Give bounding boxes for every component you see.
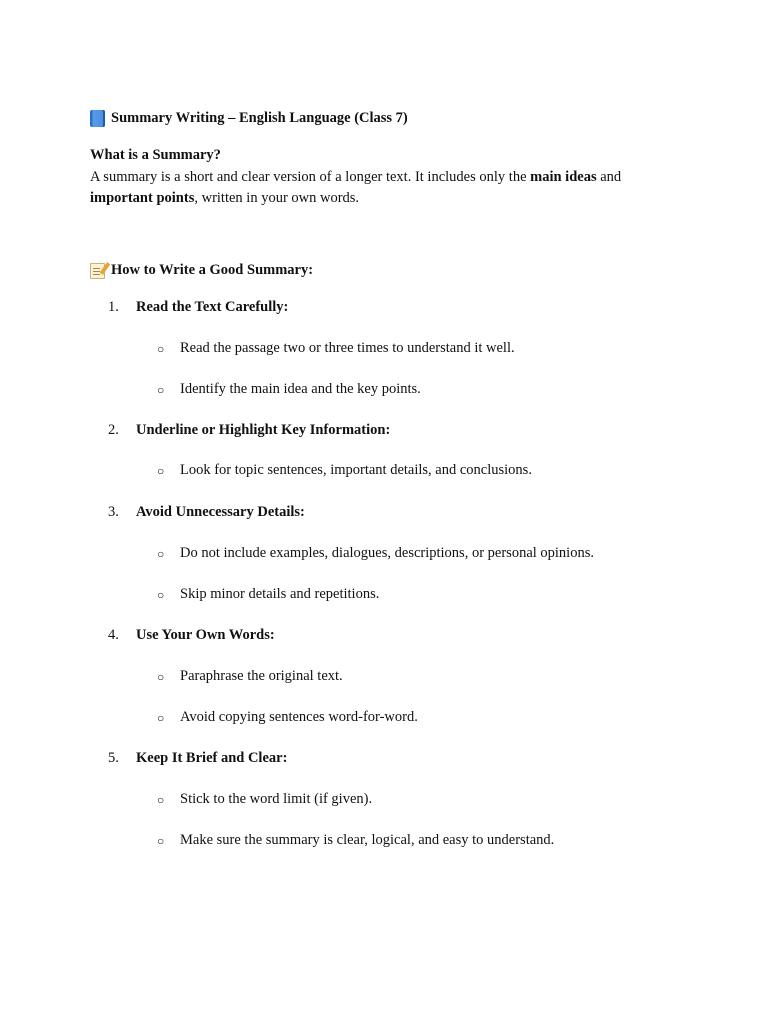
document-title — [90, 110, 408, 127]
list-item-text: Look for topic sentences, important details, and conclusions. — [180, 462, 532, 478]
list-item-text: Avoid copying sentences word-for-word. — [180, 709, 418, 725]
hollow-circle-bullet-icon: ○ — [157, 464, 165, 478]
step-number: 4. — [108, 627, 119, 643]
para-bold-important-points: important points — [90, 190, 195, 206]
list-item-text: Do not include examples, dialogues, descriptions, or personal opinions. — [180, 545, 594, 561]
step-2 — [108, 422, 390, 439]
hollow-circle-bullet-icon: ○ — [157, 834, 165, 848]
step-title: Use Your Own Words: — [136, 627, 275, 643]
list-item — [157, 832, 554, 850]
hollow-circle-bullet-icon: ○ — [157, 342, 165, 356]
step-number: 2. — [108, 422, 119, 438]
step-3 — [108, 504, 305, 521]
list-item — [157, 545, 594, 563]
step-title: Read the Text Carefully: — [136, 299, 289, 315]
list-item-text: Identify the main idea and the key points. — [180, 381, 421, 397]
hollow-circle-bullet-icon: ○ — [157, 711, 165, 725]
list-item-text: Read the passage two or three times to understand it well. — [180, 340, 515, 356]
what-is-paragraph — [90, 167, 680, 209]
para-text-1: A summary is a short and clear version of a longer text. It includes only the — [90, 169, 531, 185]
hollow-circle-bullet-icon: ○ — [157, 588, 165, 602]
blue-book-icon — [90, 110, 105, 127]
step-number: 3. — [108, 504, 119, 520]
hollow-circle-bullet-icon: ○ — [157, 547, 165, 561]
step-1 — [108, 299, 288, 316]
list-item-text: Stick to the word limit (if given). — [180, 791, 373, 807]
para-text-2: and — [596, 169, 622, 185]
para-bold-main-ideas: main ideas — [530, 169, 597, 185]
how-to-heading — [90, 262, 313, 279]
what-is-heading: What is a Summary? — [90, 147, 221, 163]
list-item — [157, 709, 418, 727]
step-title: Keep It Brief and Clear: — [136, 750, 288, 766]
step-5 — [108, 750, 287, 767]
hollow-circle-bullet-icon: ○ — [157, 383, 165, 397]
list-item — [157, 668, 343, 686]
list-item-text: Make sure the summary is clear, logical, and easy to understand. — [180, 832, 555, 848]
hollow-circle-bullet-icon: ○ — [157, 670, 165, 684]
memo-icon — [90, 263, 105, 279]
list-item — [157, 586, 379, 604]
para-text-3: , written in your own words. — [194, 190, 360, 206]
step-title: Underline or Highlight Key Information: — [136, 422, 391, 438]
list-item — [157, 340, 515, 358]
how-to-heading-text: How to Write a Good Summary: — [111, 262, 314, 278]
list-item-text: Skip minor details and repetitions. — [180, 586, 380, 602]
list-item — [157, 462, 532, 480]
list-item-text: Paraphrase the original text. — [180, 668, 343, 684]
step-title: Avoid Unnecessary Details: — [136, 504, 305, 520]
document-title-text: Summary Writing – English Language (Class 7) — [111, 110, 408, 126]
list-item — [157, 791, 372, 809]
list-item — [157, 381, 421, 399]
step-4 — [108, 627, 275, 644]
step-number: 5. — [108, 750, 119, 766]
hollow-circle-bullet-icon: ○ — [157, 793, 165, 807]
step-number: 1. — [108, 299, 119, 315]
